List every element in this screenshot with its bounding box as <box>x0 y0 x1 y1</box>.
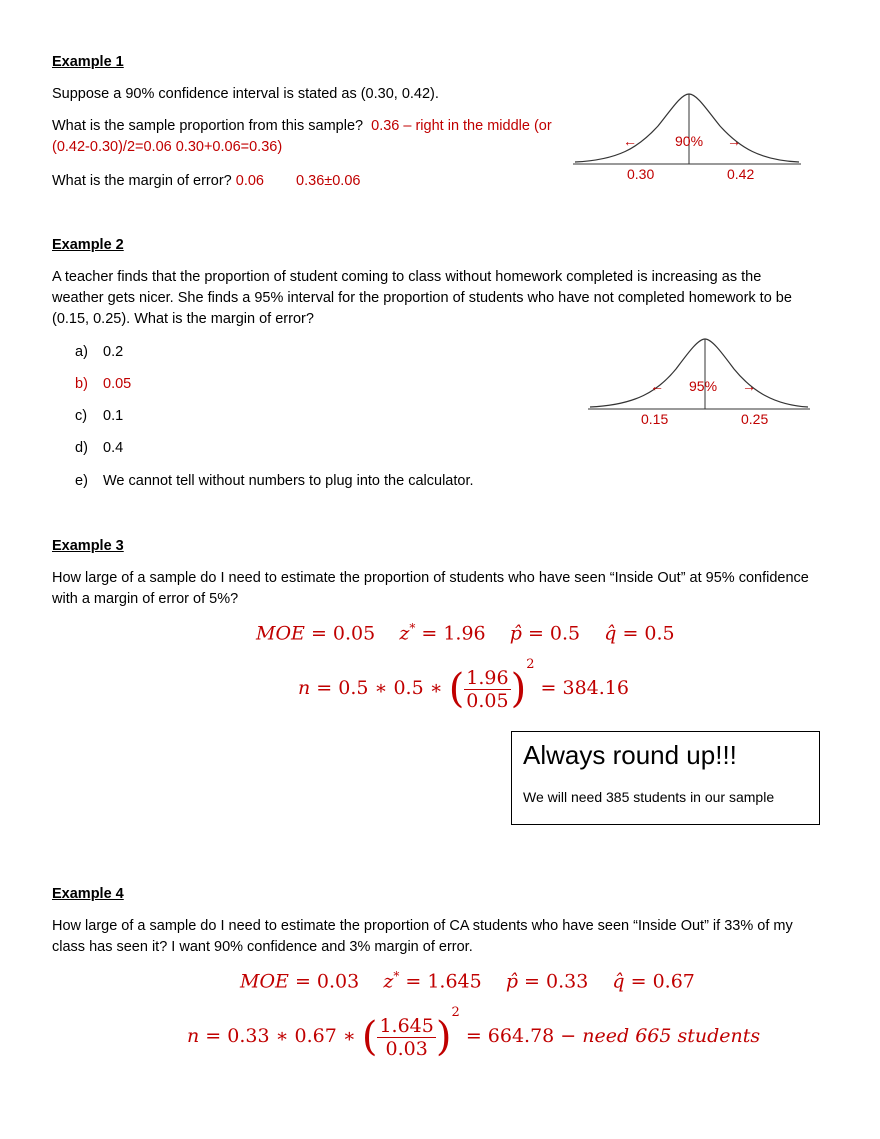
option-letter: b) <box>75 376 88 392</box>
bell-curve-95 <box>588 333 810 413</box>
option-letter: c) <box>75 408 88 424</box>
product-terms: = 0.5 ∗ 0.5 ∗ <box>316 677 443 699</box>
round-up-callout <box>511 731 820 825</box>
moe-symbol: MOE <box>256 622 305 645</box>
z-symbol: z <box>399 622 410 645</box>
example-2-para-line-3: (0.15, 0.25). What is the margin of error? <box>52 311 314 327</box>
left-arrow-icon: ← <box>650 378 664 394</box>
example-3-sample-size-formula: n = 0.5 ∗ 0.5 ∗ ( $\frac{1.96}{0.05}$ )$^2$ = 384.16 <box>298 657 629 712</box>
exponent: 2 <box>451 1005 460 1020</box>
bell-curve-graphic <box>573 88 801 168</box>
example-3-para-line-2: with a margin of error of 5%? <box>52 591 239 607</box>
q-hat-value: = 0.5 <box>622 622 675 645</box>
example-4-sample-size-formula: n = 0.33 ∗ 0.67 ∗ ( $\frac{1.645}{0.03}$ )$^2$ = 664.78 − need 665 students <box>187 1005 761 1060</box>
option-text: 0.05 <box>103 376 132 392</box>
exponent: 2 <box>526 657 535 672</box>
option-letter: a) <box>75 344 88 360</box>
left-arrow-icon: ← <box>623 133 637 149</box>
lower-bound-label: 0.15 <box>641 411 669 427</box>
example-1-answer-continued: (0.42-0.30)/2=0.06 0.30+0.06=0.36) <box>52 139 283 155</box>
fraction-numerator: 1.96 <box>466 666 509 689</box>
option-text: 0.2 <box>103 344 124 360</box>
lower-bound-label: 0.30 <box>627 166 655 182</box>
q-hat-symbol: q̂ <box>612 970 625 993</box>
bell-curve-90 <box>573 88 801 168</box>
product-terms: = 0.33 ∗ 0.67 ∗ <box>205 1025 356 1047</box>
z-symbol: z <box>383 970 394 993</box>
answer-interval: 0.36±0.06 <box>296 173 361 189</box>
right-arrow-icon: → <box>742 378 756 394</box>
bell-curve-graphic <box>588 333 810 413</box>
q-hat-value: = 0.67 <box>630 970 695 993</box>
n-symbol: n <box>298 677 311 699</box>
option-text: 0.1 <box>103 408 124 424</box>
z-over-moe-fraction <box>377 1015 435 1060</box>
moe-symbol: MOE <box>240 970 289 993</box>
example-4-heading: Example 4 <box>52 886 124 902</box>
callout-title: Always round up!!! <box>523 740 737 770</box>
example-1-statement: Suppose a 90% confidence interval is stated as (0.30, 0.42). <box>52 86 439 102</box>
example-3-para-line-1: How large of a sample do I need to estimate the proportion of students who have seen “Inside Out” at 95% confidence <box>52 570 809 586</box>
option-text: 0.4 <box>103 440 124 456</box>
example-2-para-line-2: weather gets nicer. She finds a 95% interval for the proportion of students who have not completed homework to be <box>52 290 792 306</box>
option-text: We cannot tell without numbers to plug into the calculator. <box>103 473 474 489</box>
z-value: = 1.96 <box>421 622 486 645</box>
example-1-question-1 <box>52 118 552 134</box>
z-over-moe-fraction <box>464 667 510 712</box>
n-symbol: n <box>187 1025 200 1047</box>
fraction-denominator: 0.03 <box>385 1037 428 1060</box>
p-hat-symbol: p̂ <box>505 970 518 993</box>
confidence-label: 95% <box>689 378 718 394</box>
answer-moe: 0.06 <box>235 173 264 189</box>
fraction-numerator: 1.645 <box>379 1014 434 1037</box>
example-4-para-line-1: How large of a sample do I need to estimate the proportion of CA students who have seen “Inside Out” if 33% of my <box>52 918 793 934</box>
example-1-heading: Example 1 <box>52 54 124 70</box>
example-2-para-line-1: A teacher finds that the proportion of student coming to class without homework completed is increasing as the <box>52 269 762 285</box>
example-4-para-line-2: class has seen it? I want 90% confidence and 3% margin of error. <box>52 939 473 955</box>
option-a <box>75 344 123 360</box>
option-letter: d) <box>75 440 88 456</box>
option-e <box>75 473 474 489</box>
example-1-question-2 <box>52 173 360 189</box>
right-arrow-icon: → <box>727 133 741 149</box>
p-hat-value: = 0.33 <box>524 970 589 993</box>
example-4-given-values: MOE = 0.03 z* = 1.645 p̂ = 0.33 q̂ = 0.67 <box>240 969 695 993</box>
option-d <box>75 440 123 456</box>
example-3-heading: Example 3 <box>52 538 124 554</box>
p-hat-value: = 0.5 <box>527 622 581 645</box>
example-3-given-values: MOE = 0.05 z* = 1.96 p̂ = 0.5 q̂ = 0.5 <box>256 621 675 645</box>
option-c <box>75 408 123 424</box>
callout-text: We will need 385 students in our sample <box>523 789 775 805</box>
fraction-denominator: 0.05 <box>466 689 509 712</box>
moe-value: = 0.05 <box>310 622 376 645</box>
p-hat-symbol: p̂ <box>509 622 522 645</box>
question-text: What is the sample proportion from this sample? <box>52 118 364 134</box>
upper-bound-label: 0.42 <box>727 166 755 182</box>
conclusion-text: need 665 students <box>582 1025 761 1047</box>
confidence-label: 90% <box>675 133 704 149</box>
z-value: = 1.645 <box>405 970 482 993</box>
upper-bound-label: 0.25 <box>741 411 769 427</box>
answer-text: 0.36 – right in the middle (or <box>371 118 552 134</box>
example-2-heading: Example 2 <box>52 237 124 253</box>
option-b-correct <box>75 376 131 392</box>
question-text: What is the margin of error? <box>52 173 232 189</box>
q-hat-symbol: q̂ <box>604 622 617 645</box>
result-value: = 384.16 <box>540 677 629 699</box>
moe-value: = 0.03 <box>294 970 360 993</box>
result-value: = 664.78 − <box>465 1025 577 1047</box>
option-letter: e) <box>75 473 88 489</box>
